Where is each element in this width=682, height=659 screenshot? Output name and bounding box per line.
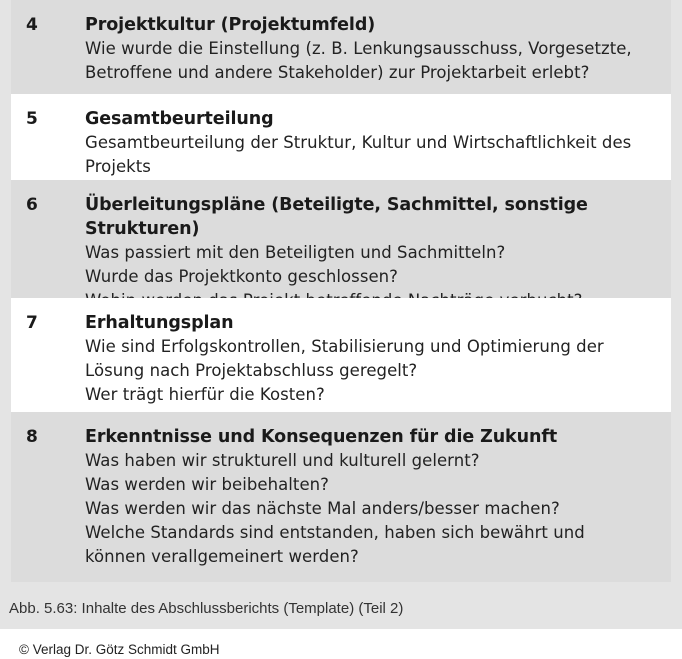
row-text-line: Wie wurde die Einstellung (z. B. Lenkungsausschuss, Vorgesetzte,: [85, 39, 632, 58]
row-text-line: Betroffene und andere Stakeholder) zur Projektarbeit erlebt?: [85, 63, 590, 82]
row-text-line: Was werden wir das nächste Mal anders/besser machen?: [85, 499, 560, 518]
table-row: [11, 180, 671, 298]
table-row: [11, 94, 671, 180]
report-contents-table: [11, 0, 671, 582]
row-number: 6: [26, 195, 38, 215]
row-title: Überleitungspläne (Beteiligte, Sachmittel, sonstige Strukturen): [85, 195, 588, 239]
row-number: 5: [26, 109, 38, 129]
row-text-line: Was werden wir beibehalten?: [85, 475, 329, 494]
row-text-line: Gesamtbeurteilung der Struktur, Kultur und Wirtschaftlichkeit des: [85, 133, 632, 152]
row-title: Gesamtbeurteilung: [85, 109, 274, 129]
row-text-line: Wurde das Projektkonto geschlossen?: [85, 267, 398, 286]
table-row: [11, 412, 671, 582]
row-text-line: Welche Standards sind entstanden, haben sich bewährt und: [85, 523, 585, 542]
row-content: [85, 193, 659, 313]
row-text-line: Was passiert mit den Beteiligten und Sachmitteln?: [85, 243, 506, 262]
copyright-notice: © Verlag Dr. Götz Schmidt GmbH: [19, 642, 220, 657]
row-text-line: Projekts: [85, 157, 151, 176]
row-title: Erkenntnisse und Konsequenzen für die Zukunft: [85, 427, 558, 447]
table-row: [11, 298, 671, 412]
row-number: 8: [26, 427, 38, 447]
row-text-line: Wie sind Erfolgskontrollen, Stabilisierung und Optimierung der: [85, 337, 604, 356]
row-content: [85, 311, 659, 407]
row-text-line: Lösung nach Projektabschluss geregelt?: [85, 361, 418, 380]
row-text-line: können verallgemeinert werden?: [85, 547, 359, 566]
row-number: 4: [26, 15, 38, 35]
figure-caption: Abb. 5.63: Inhalte des Abschlussberichts (Template) (Teil 2): [9, 600, 404, 617]
table-row: [11, 0, 671, 94]
row-content: [85, 13, 659, 85]
row-text-line: Wer trägt hierfür die Kosten?: [85, 385, 325, 404]
row-content: [85, 425, 659, 569]
row-content: [85, 107, 659, 179]
row-number: 7: [26, 313, 38, 333]
row-title: Erhaltungsplan: [85, 313, 234, 333]
row-title: Projektkultur (Projektumfeld): [85, 15, 376, 35]
row-text-line: Was haben wir strukturell und kulturell gelernt?: [85, 451, 480, 470]
